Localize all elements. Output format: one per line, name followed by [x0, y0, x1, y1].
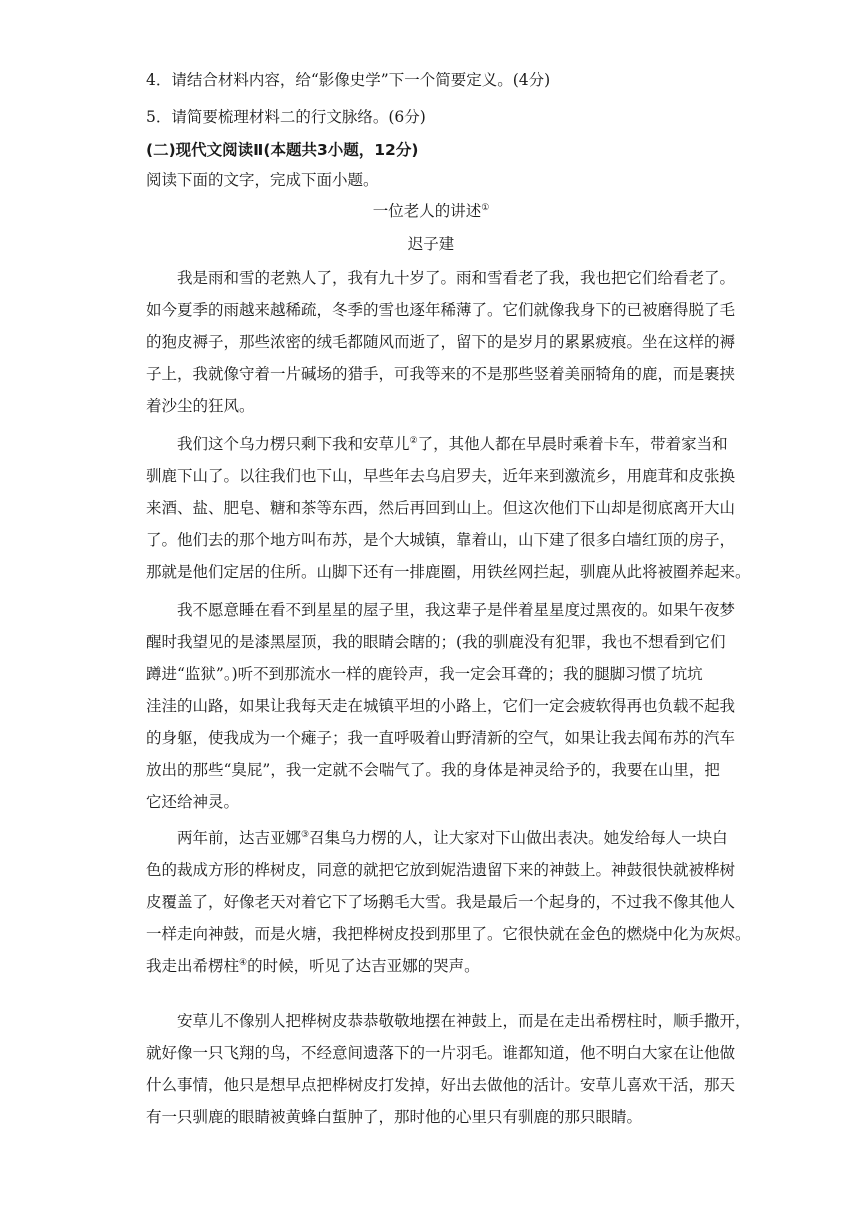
paragraph-line: 我是雨和雪的老熟人了，我有九十岁了。雨和雪看老了我，我也把它们给看老了。 — [177, 269, 736, 287]
paragraph-5 — [146, 1005, 751, 1133]
paragraph-line: 色的裁成方形的桦树皮，同意的就把它放到妮浩遗留下来的神鼓上。神鼓很快就被桦树 — [146, 861, 736, 879]
question-5: 5．请简要梳理材料二的行文脉络。(6分) — [146, 108, 426, 126]
paragraph-line: 什么事情，他只是想早点把桦树皮打发掉，好出去做他的活计。安草儿喜欢干活，那天 — [146, 1076, 736, 1094]
paragraph-line: 驯鹿下山了。以往我们也下山，早些年去乌启罗夫，近年来到激流乡，用鹿茸和皮张换 — [146, 467, 736, 485]
footnote-marker: ④ — [239, 957, 248, 968]
paragraph-line: 来酒、盐、肥皂、糖和茶等东西，然后再回到山上。但这次他们下山却是彻底离开大山 — [146, 499, 736, 517]
paragraph-line: 的身躯，使我成为一个瘫子；我一直呼吸着山野清新的空气，如果让我去闻布苏的汽车 — [146, 729, 736, 747]
paragraph-3 — [146, 594, 736, 818]
paragraph-line: 那就是他们定居的住所。山脚下还有一排鹿圈，用铁丝网拦起，驯鹿从此将被圈养起来。 — [146, 563, 751, 581]
paragraph-line: 了。他们去的那个地方叫布苏，是个大城镇，靠着山，山下建了很多白墙红顶的房子， — [146, 531, 736, 549]
footnote-marker: ① — [481, 202, 490, 213]
paragraph-line: 我不愿意睡在看不到星星的屋子里，我这辈子是伴着星星度过黑夜的。如果午夜梦 — [177, 601, 736, 619]
paragraph-line: 有一只驯鹿的眼睛被黄蜂白蜇肿了，那时他的心里只有驯鹿的那只眼睛。 — [146, 1108, 643, 1126]
paragraph-line: 我走出希楞柱④的时候，听见了达吉亚娜的哭声。 — [146, 957, 480, 975]
paragraph-2 — [146, 428, 751, 588]
paragraph-line: 安草儿不像别人把桦树皮恭恭敬敬地摆在神鼓上，而是在走出希楞柱时，顺手撒开， — [177, 1012, 751, 1030]
paragraph-line: 如今夏季的雨越来越稀疏，冬季的雪也逐年稀薄了。它们就像我身下的已被磨得脱了毛 — [146, 301, 736, 319]
reading-instruction: 阅读下面的文字，完成下面小题。 — [146, 171, 379, 189]
article-title: 一位老人的讲述① — [372, 202, 490, 220]
footnote-marker: ② — [409, 435, 418, 446]
paragraph-line: 两年前，达吉亚娜③召集乌力楞的人，让大家对下山做出表决。她发给每人一块白 — [177, 829, 728, 847]
paragraph-line: 洼洼的山路，如果让我每天走在城镇平坦的小路上，它们一定会疲软得再也负载不起我 — [146, 697, 736, 715]
paragraph-line: 皮覆盖了，好像老天对着它下了场鹅毛大雪。我是最后一个起身的，不过我不像其他人 — [146, 893, 736, 911]
paragraph-line: 着沙尘的狂风。 — [146, 397, 255, 415]
paragraph-line: 就好像一只飞翔的鸟，不经意间遗落下的一片羽毛。谁都知道，他不明白大家在让他做 — [146, 1044, 736, 1062]
question-4: 4．请结合材料内容，给“影像史学”下一个简要定义。(4分) — [146, 71, 551, 89]
paragraph-line: 醒时我望见的是漆黑屋顶，我的眼睛会瞎的；(我的驯鹿没有犯罪，我也不想看到它们 — [146, 633, 726, 651]
paragraph-line: 的狍皮褥子，那些浓密的绒毛都随风而逝了，留下的是岁月的累累疲痕。坐在这样的褥 — [146, 333, 736, 351]
paragraph-line: 我们这个乌力楞只剩下我和安草儿②了，其他人都在早晨时乘着卡车，带着家当和 — [177, 435, 728, 453]
paragraph-line: 蹲进“监狱”。)听不到那流水一样的鹿铃声，我一定会耳聋的；我的腿脚习惯了坑坑 — [146, 665, 703, 683]
paragraph-line: 一样走向神鼓，而是火塘，我把桦树皮投到那里了。它很快就在金色的燃烧中化为灰烬。 — [146, 925, 751, 943]
article-author: 迟子建 — [407, 235, 455, 253]
paragraph-line: 它还给神灵。 — [146, 793, 240, 811]
footnote-marker: ③ — [301, 829, 310, 840]
paragraph-4 — [146, 822, 751, 982]
paragraph-1 — [146, 262, 736, 422]
section-heading: (二)现代文阅读Ⅱ(本题共3小题，12分) — [146, 141, 419, 159]
paragraph-line: 子上，我就像守着一片碱场的猎手，可我等来的不是那些竖着美丽犄角的鹿，而是裹挟 — [146, 365, 736, 383]
paragraph-line: 放出的那些“臭屁”，我一定就不会喘气了。我的身体是神灵给予的，我要在山里，把 — [146, 761, 720, 779]
